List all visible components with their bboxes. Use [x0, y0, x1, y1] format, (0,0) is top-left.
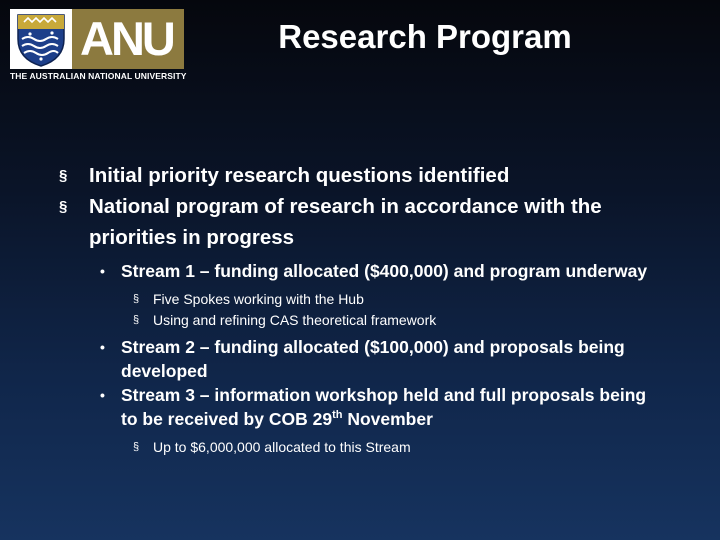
bullet-text: Using and refining CAS theoretical framework: [153, 312, 437, 328]
bullet-text-main: Stream 3 – information workshop held and full proposals being to be received by COB 29: [121, 385, 647, 429]
sub-bullet-item: [57, 259, 657, 283]
sub-sub-bullet-item: [57, 437, 657, 458]
sub-bullet-item: [57, 383, 657, 431]
anu-wordmark: ANU: [80, 12, 173, 65]
bullet-text: Up to $6,000,000 allocated to this Stream: [153, 439, 411, 455]
ordinal-suffix: th: [332, 409, 343, 422]
section-bullet-icon: §: [59, 198, 68, 215]
bullet-text: Stream 2 – funding allocated ($100,000) and proposals being developed: [121, 337, 625, 381]
bullet-text: Initial priority research questions identified: [89, 164, 510, 187]
bullet-list: [57, 160, 657, 458]
dot-bullet-icon: •: [100, 263, 105, 279]
section-bullet-icon: §: [133, 293, 140, 305]
section-bullet-icon: §: [133, 314, 140, 326]
anu-logo: [8, 7, 186, 85]
bullet-text: [121, 385, 646, 429]
crest-icon: [10, 9, 72, 69]
dot-bullet-icon: •: [100, 339, 105, 355]
bullet-item: [57, 160, 657, 191]
bullet-item: [57, 191, 657, 253]
dot-bullet-icon: •: [100, 387, 105, 403]
bullet-text: National program of research in accordance with the priorities in progress: [89, 195, 602, 249]
section-bullet-icon: §: [59, 167, 68, 184]
sub-sub-bullet-item: [57, 289, 657, 310]
bullet-text: Stream 1 – funding allocated ($400,000) and program underway: [121, 261, 648, 281]
university-name: THE AUSTRALIAN NATIONAL UNIVERSITY: [10, 71, 187, 81]
bullet-text: Five Spokes working with the Hub: [153, 291, 364, 307]
slide-title: Research Program: [278, 18, 572, 55]
anu-wordmark-box: [72, 9, 184, 69]
section-bullet-icon: §: [133, 441, 140, 453]
bullet-text-tail: November: [342, 409, 433, 429]
sub-sub-bullet-item: [57, 310, 657, 331]
sub-bullet-item: [57, 335, 657, 383]
